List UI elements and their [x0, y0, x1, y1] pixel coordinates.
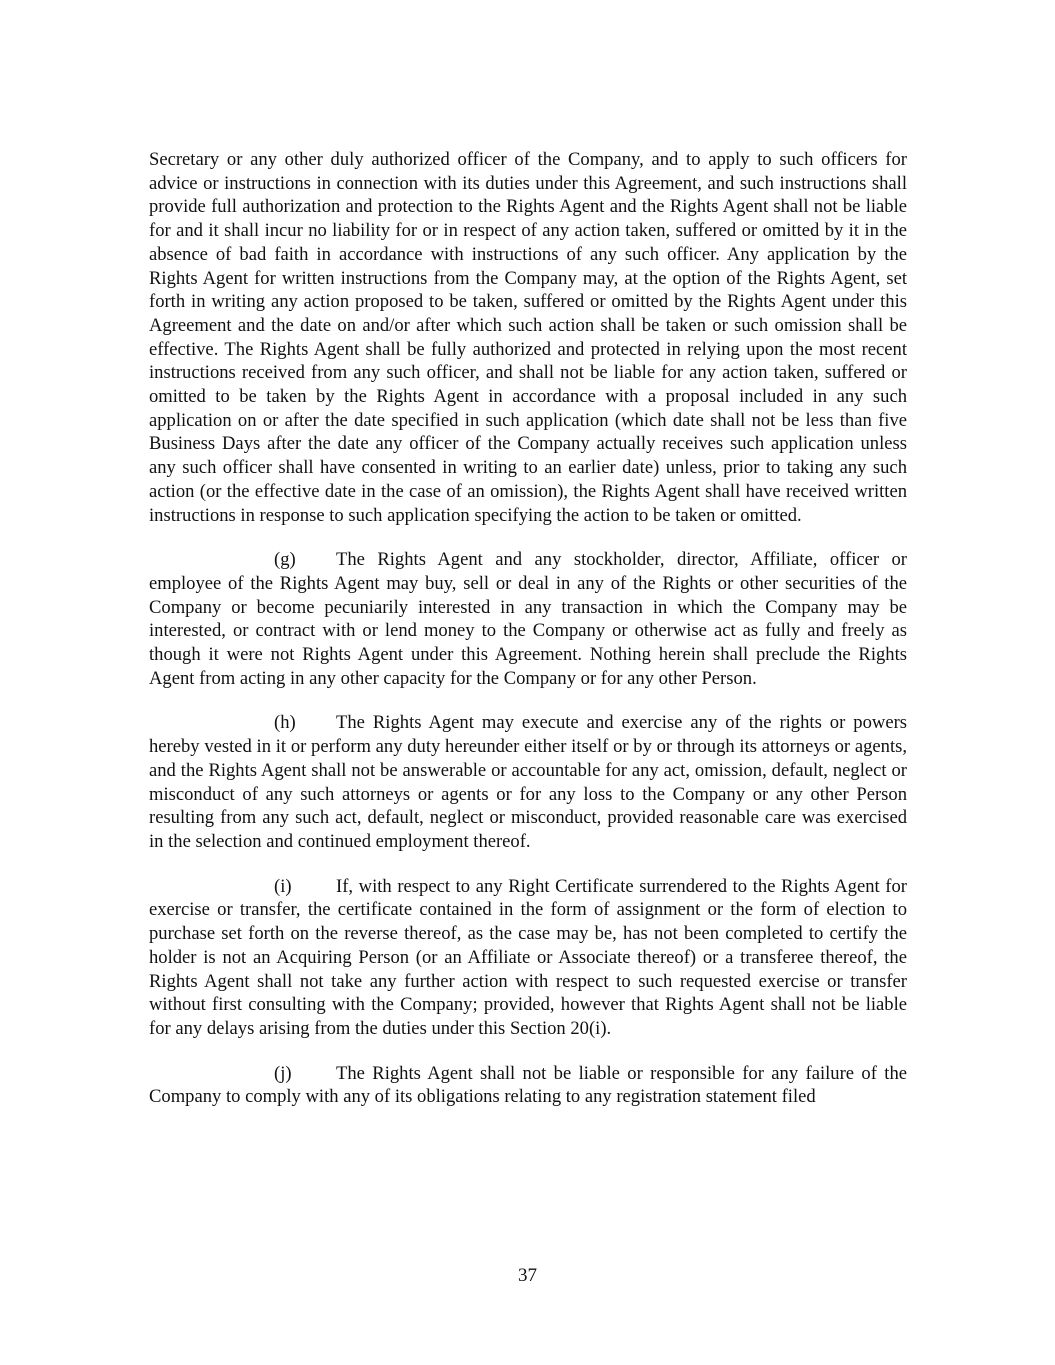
paragraph-marker: (g) [274, 549, 296, 571]
paragraph-h [149, 711, 907, 853]
paragraph-marker: (j) [274, 1062, 292, 1084]
paragraph-text: If, with respect to any Right Certificate surrendered to the Rights Agent for exercise or transfer, the certificate contained in the form of assignment or the form of election to purchase set forth on the reverse thereof, as the case may be, has not been completed to certify the holder is not an Acquiring Person (or an Affiliate or Associate thereof) or a transferee thereof, the Rights Agent shall not take any further action with respect to such requested exercise or transfer without first consulting with the Company; provided, however that Rights Agent shall not be liable for any delays arising from the duties under this Section 20(i). [149, 875, 907, 1039]
paragraph-g [149, 548, 907, 690]
paragraph-text: The Rights Agent shall not be liable or responsible for any failure of the Company to comply with any of its obligations relating to any registration statement filed [149, 1062, 907, 1108]
paragraph-marker: (h) [274, 712, 296, 734]
paragraph-continuation [149, 148, 907, 527]
paragraph-i [149, 875, 907, 1041]
paragraph-j [149, 1062, 907, 1109]
paragraph-text: The Rights Agent and any stockholder, director, Affiliate, officer or employee of the Rights Agent may buy, sell or deal in any of the Rights or other securities of the Company or become pecuniarily interested in any transaction in which the Company may be interested, or contract with or lend money to the Company or otherwise act as fully and freely as though it were not Rights Agent under this Agreement. Nothing herein shall preclude the Rights Agent from acting in any other capacity for the Company or for any other Person. [149, 549, 907, 689]
paragraph-text: The Rights Agent may execute and exercise any of the rights or powers hereby vested in it or perform any duty hereunder either itself or by or through its attorneys or agents, and the Rights Agent shall not be answerable or accountable for any act, omission, default, neglect or misconduct of any such attorneys or agents or for any loss to the Company or any other Person resulting from any such act, default, neglect or misconduct, provided reasonable care was exercised in the selection and continued employment thereof. [149, 712, 907, 852]
paragraph-marker: (i) [274, 875, 292, 897]
paragraph-text: Secretary or any other duly authorized officer of the Company, and to apply to such officers for advice or instructions in connection with its duties under this Agreement, and such instructions shall provide full authorization and protection to the Rights Agent and the Rights Agent shall not be liable for and it shall incur no liability for or in respect of any action taken, suffered or omitted by it in the absence of bad faith in accordance with instructions of any such officer. Any application by the Rights Agent for written instructions from the Company may, at the option of the Rights Agent, set forth in writing any action proposed to be taken, suffered or omitted by the Rights Agent under this Agreement and the date on and/or after which such action shall be taken or such omission shall be effective. The Rights Agent shall be fully authorized and protected in relying upon the most recent instructions received from any such officer, and shall not be liable for any action taken, suffered or omitted to be taken by the Rights Agent in accordance with a proposal included in any such application on or after the date specified in such application (which date shall not be less than five Business Days after the date any officer of the Company actually receives such application unless any such officer shall have consented in writing to an earlier date) unless, prior to taking any such action (or the effective date in the case of an omission), the Rights Agent shall have received written instructions in response to such application specifying the action to be taken or omitted. [149, 149, 907, 526]
document-body [149, 148, 907, 1109]
page-number: 37 [518, 1265, 537, 1286]
